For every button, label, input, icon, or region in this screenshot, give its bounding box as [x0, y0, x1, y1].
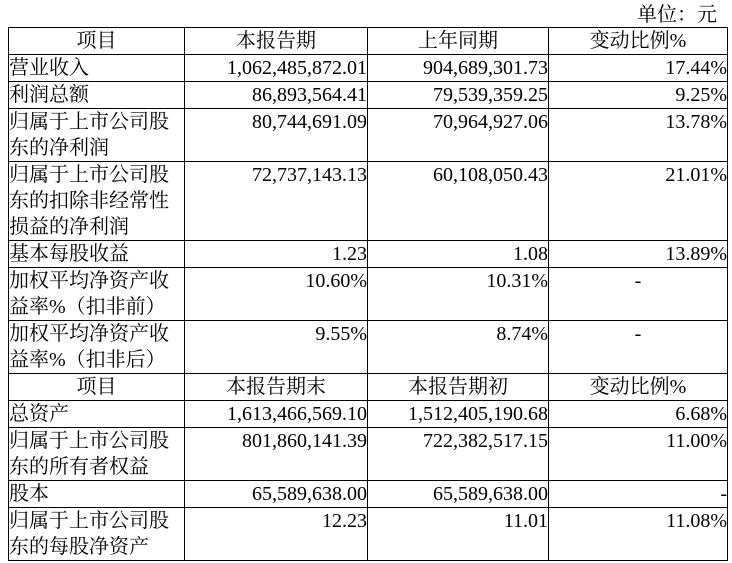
period-end-value: 65,589,638.00 [185, 481, 368, 508]
table-row-total-profit [9, 82, 728, 109]
period-begin-value: 722,382,517.15 [368, 428, 549, 481]
prior-period-value: 1.08 [368, 241, 549, 268]
item-cell: 利润总额 [9, 82, 185, 109]
item-cell: 加权平均净资产收益率%（扣非前） [9, 268, 185, 321]
header-item: 项目 [9, 374, 185, 401]
table-row-weighted-roe-after-deduction [9, 321, 728, 374]
change-ratio-value: - [549, 321, 728, 374]
item-cell: 归属于上市公司股东的净利润 [9, 109, 185, 162]
change-ratio-value: 6.68% [549, 401, 728, 428]
change-ratio-value: 17.44% [549, 55, 728, 82]
change-ratio-value: 13.78% [549, 109, 728, 162]
item-cell: 股本 [9, 481, 185, 508]
table-row-total-assets [9, 401, 728, 428]
current-period-value: 86,893,564.41 [185, 82, 368, 109]
period-end-value: 12.23 [185, 508, 368, 561]
prior-period-value: 904,689,301.73 [368, 55, 549, 82]
change-ratio-value: 9.25% [549, 82, 728, 109]
item-cell: 归属于上市公司股东的扣除非经常性损益的净利润 [9, 162, 185, 241]
current-period-value: 9.55% [185, 321, 368, 374]
section1-header-row [9, 28, 728, 55]
period-begin-value: 11.01 [368, 508, 549, 561]
header-current-period: 本报告期 [185, 28, 368, 55]
change-ratio-value: 13.89% [549, 241, 728, 268]
unit-label: 单位：元 [637, 4, 717, 26]
financial-summary-table [8, 27, 728, 561]
change-ratio-value: 11.08% [549, 508, 728, 561]
table-row-net-assets-per-share [9, 508, 728, 561]
item-cell: 基本每股收益 [9, 241, 185, 268]
table-row-owners-equity [9, 428, 728, 481]
header-change-ratio: 变动比例% [549, 374, 728, 401]
period-end-value: 801,860,141.39 [185, 428, 368, 481]
item-cell: 归属于上市公司股东的每股净资产 [9, 508, 185, 561]
table-row-net-profit-deducting-nonrecurring [9, 162, 728, 241]
header-change-ratio: 变动比例% [549, 28, 728, 55]
section2-header-row [9, 374, 728, 401]
table-row-operating-revenue [9, 55, 728, 82]
current-period-value: 80,744,691.09 [185, 109, 368, 162]
current-period-value: 1.23 [185, 241, 368, 268]
table-row-net-profit [9, 109, 728, 162]
header-item: 项目 [9, 28, 185, 55]
change-ratio-value: - [549, 481, 728, 508]
header-period-end: 本报告期末 [185, 374, 368, 401]
change-ratio-value: 21.01% [549, 162, 728, 241]
prior-period-value: 10.31% [368, 268, 549, 321]
header-period-begin: 本报告期初 [368, 374, 549, 401]
period-end-value: 1,613,466,569.10 [185, 401, 368, 428]
item-cell: 营业收入 [9, 55, 185, 82]
change-ratio-value: - [549, 268, 728, 321]
current-period-value: 72,737,143.13 [185, 162, 368, 241]
prior-period-value: 8.74% [368, 321, 549, 374]
prior-period-value: 70,964,927.06 [368, 109, 549, 162]
period-begin-value: 1,512,405,190.68 [368, 401, 549, 428]
current-period-value: 1,062,485,872.01 [185, 55, 368, 82]
current-period-value: 10.60% [185, 268, 368, 321]
table-row-basic-eps [9, 241, 728, 268]
table-row-share-capital [9, 481, 728, 508]
header-prior-year-period: 上年同期 [368, 28, 549, 55]
item-cell: 总资产 [9, 401, 185, 428]
prior-period-value: 79,539,359.25 [368, 82, 549, 109]
change-ratio-value: 11.00% [549, 428, 728, 481]
item-cell: 归属于上市公司股东的所有者权益 [9, 428, 185, 481]
item-cell: 加权平均净资产收益率%（扣非后） [9, 321, 185, 374]
prior-period-value: 60,108,050.43 [368, 162, 549, 241]
period-begin-value: 65,589,638.00 [368, 481, 549, 508]
table-row-weighted-roe-before-deduction [9, 268, 728, 321]
